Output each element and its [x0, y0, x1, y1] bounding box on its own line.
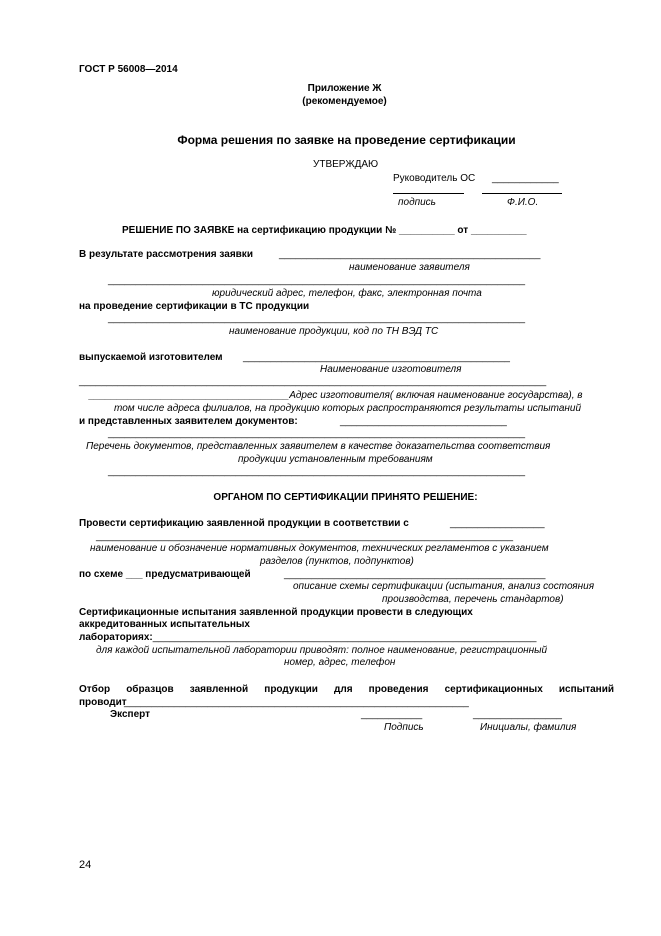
address-hint-line-1: [89, 390, 583, 402]
signature-line: [393, 193, 464, 194]
review-label: В результате рассмотрения заявки: [79, 249, 253, 260]
docs-hint-1: Перечень документов, представленных заявителем в качестве доказательства соответствия: [86, 441, 551, 452]
standard-code: ГОСТ Р 56008—2014: [79, 64, 178, 75]
decision-heading: ОРГАНОМ ПО СЕРТИФИКАЦИИ ПРИНЯТО РЕШЕНИЕ:: [213, 492, 478, 503]
tests-label-3: лабораториях:: [79, 632, 153, 643]
appendix-note: (рекомендуемое): [302, 96, 387, 107]
norm-line: ___________________________________________________________________________: [96, 531, 514, 542]
manufacturer-blank: ________________________________________________: [243, 352, 510, 363]
appendix-title: Приложение Ж: [307, 83, 382, 94]
manufacturer-address-hint-1: Адрес изготовителя( включая наименование государства), в: [289, 390, 583, 401]
manufacturer-address-line: ____________________________________________________________________________________: [79, 376, 547, 387]
docs-line-2: ___________________________________________________________________________: [108, 466, 526, 477]
norm-hint-1: наименование и обозначение нормативных документов, технических регламентов с указанием: [90, 543, 549, 554]
expert-signature-blank: ___________: [361, 709, 423, 720]
scheme-label: по схеме ___ предусматривающей: [79, 569, 251, 580]
sampling-conduct-blank: ______________________________________________________________: [124, 697, 469, 708]
expert-label: Эксперт: [110, 709, 151, 720]
labs-blank: _____________________________________________________________________: [152, 632, 537, 643]
head-blank: ____________: [492, 173, 559, 184]
sampling-conduct-label: проводит: [79, 697, 127, 708]
conduct-blank: _________________: [450, 518, 545, 529]
decision-bold: РЕШЕНИЕ ПО ЗАЯВКЕ: [122, 225, 235, 236]
norm-hint-2: разделов (пунктов, подпунктов): [260, 556, 414, 567]
product-hint: наименование продукции, код по ТН ВЭД ТС: [229, 326, 439, 337]
docs-label: и представленных заявителем документов:: [79, 416, 298, 427]
form-title: Форма решения по заявке на проведение сертификации: [177, 133, 516, 147]
manufacturer-hint: Наименование изготовителя: [320, 364, 462, 375]
scheme-blank: _______________________________________________: [284, 569, 546, 580]
initials-hint: Ф.И.О.: [507, 197, 539, 208]
expert-initials-blank: ________________: [473, 709, 562, 720]
expert-signature-hint: Подпись: [384, 722, 424, 733]
approve-label: УТВЕРЖДАЮ: [313, 159, 379, 170]
applicant-hint: наименование заявителя: [349, 262, 470, 273]
review-blank: _______________________________________________: [279, 249, 541, 260]
sampling-text: Отбор образцов заявленной продукции для проведения сертификационных испытаний: [79, 684, 614, 695]
labs-line: [79, 632, 536, 644]
head-label: Руководитель ОС: [393, 173, 476, 184]
address-hint: юридический адрес, телефон, факс, электронная почта: [212, 288, 482, 299]
page-number: 24: [79, 859, 92, 871]
manufacturer-label: выпускаемой изготовителем: [79, 352, 223, 363]
ts-label: на проведение сертификации в ТС продукции: [79, 301, 310, 312]
decision-rest: на сертификацию продукции № __________ от __________: [237, 225, 527, 236]
conduct-label: Провести сертификацию заявленной продукции в соответствии с: [79, 518, 409, 529]
address-line: ___________________________________________________________________________: [108, 275, 526, 286]
decision-line: [122, 225, 527, 237]
labs-hint-1: для каждой испытательной лаборатории приводят: полное наименование, регистрационный: [96, 645, 548, 656]
initials-line: [482, 193, 562, 194]
labs-hint-2: номер, адрес, телефон: [284, 657, 396, 668]
signature-hint: подпись: [398, 197, 436, 208]
tests-label-1: Сертификационные испытания заявленной продукции провести в следующих: [79, 607, 473, 618]
scheme-hint-2: производства, перечень стандартов): [382, 594, 564, 605]
manufacturer-address-hint-2: том числе адреса филиалов, на продукцию которых распространяются результаты испытаний: [114, 403, 582, 414]
docs-blank: ______________________________: [340, 416, 507, 427]
expert-initials-hint: Инициалы, фамилия: [480, 722, 577, 733]
docs-line: ___________________________________________________________________________: [108, 428, 526, 439]
tests-label-2: аккредитованных испытательных: [79, 619, 250, 630]
scheme-hint-1: описание схемы сертификации (испытания, анализ состояния: [293, 581, 595, 592]
docs-hint-2: продукции установленным требованиям: [238, 454, 433, 465]
address-blank-lead: ____________________________________: [89, 390, 290, 401]
product-line: ___________________________________________________________________________: [108, 313, 526, 324]
